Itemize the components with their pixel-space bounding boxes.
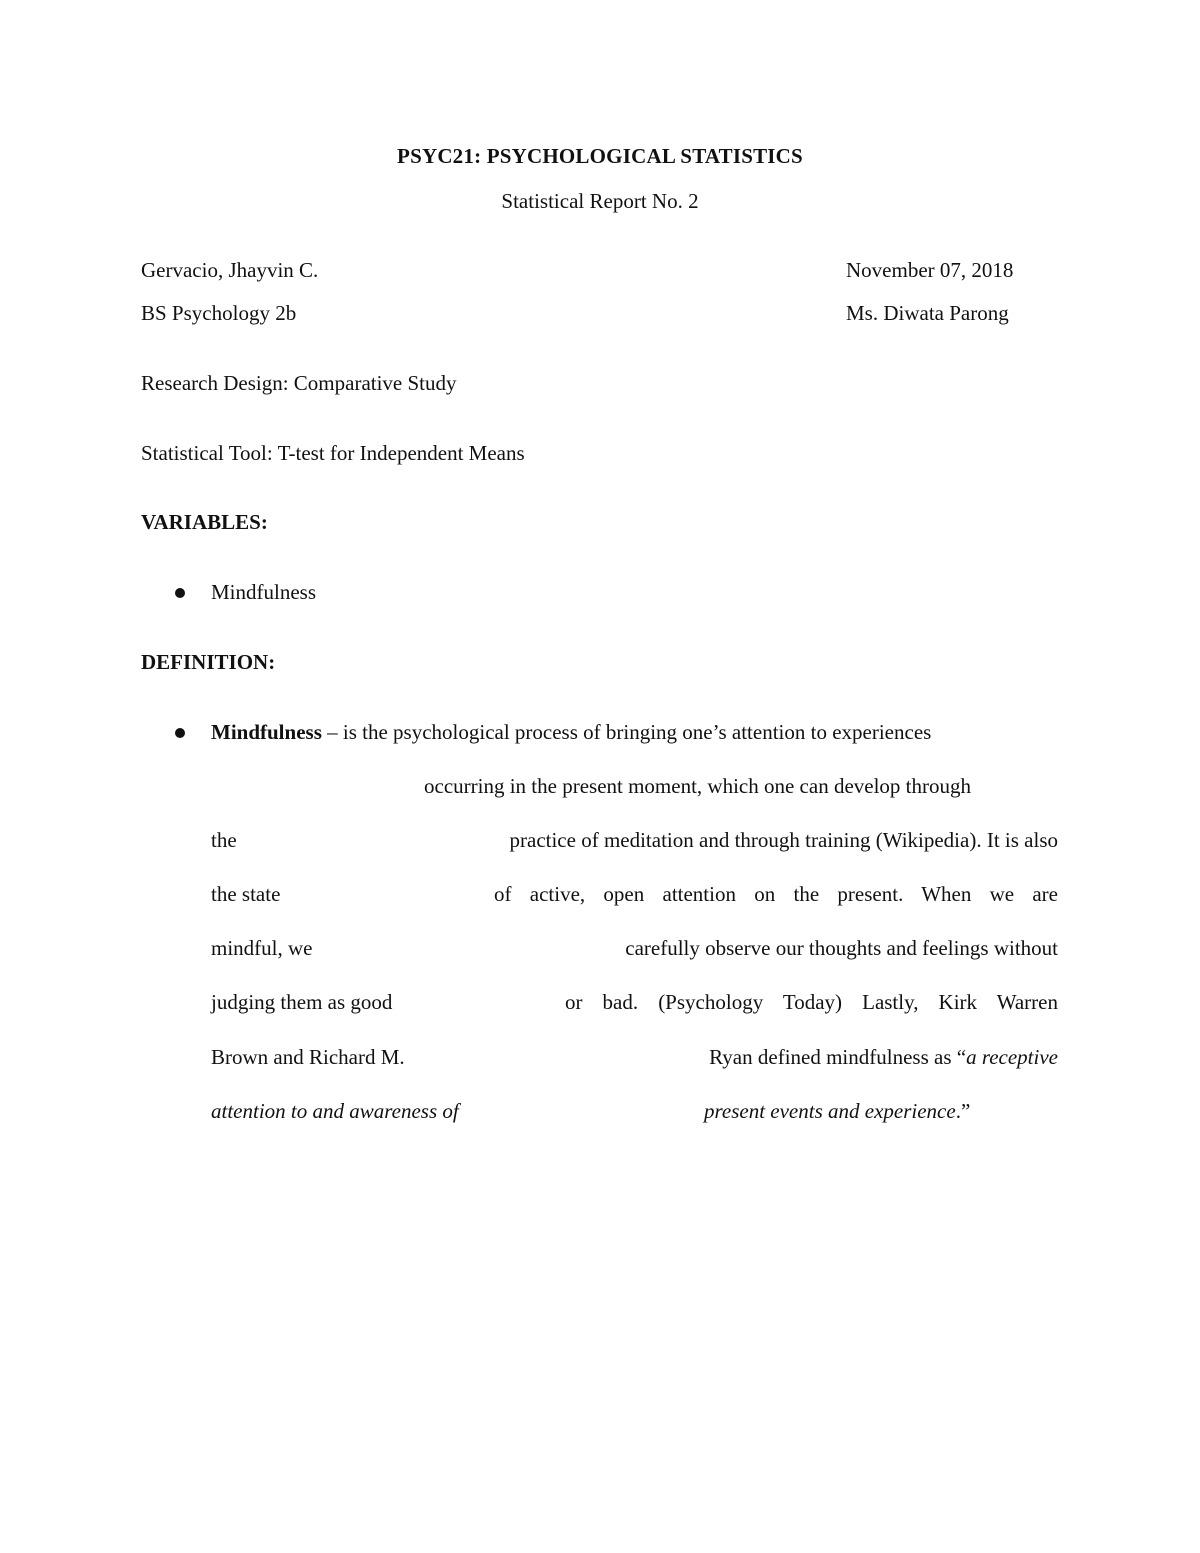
bullet-icon xyxy=(175,728,185,738)
definition-line-4-right: of active, open attention on the present. When we are xyxy=(494,882,1058,906)
statistical-tool: Statistical Tool: T-test for Independent Means xyxy=(141,441,525,465)
variables-heading: VARIABLES: xyxy=(141,510,268,534)
instructor-name: Ms. Diwata Parong xyxy=(846,301,1009,325)
report-date: November 07, 2018 xyxy=(846,258,1014,282)
definition-line-8-right xyxy=(704,1101,970,1122)
definition-term: Mindfulness xyxy=(211,720,322,744)
definition-heading: DEFINITION: xyxy=(141,650,276,674)
definition-line-3-right: practice of meditation and through training (Wikipedia). It is also xyxy=(509,828,1058,852)
quote-intro: Ryan defined mindfulness as “ xyxy=(709,1045,967,1069)
bullet-icon xyxy=(175,588,185,598)
definition-line-6-right: or bad. (Psychology Today) Lastly, Kirk Warren xyxy=(565,990,1058,1014)
definition-text: – is the psychological process of bringing one’s attention to experiences xyxy=(327,720,932,744)
definition-line-7-left: Brown and Richard M. xyxy=(211,1045,405,1069)
definition-line-1 xyxy=(211,722,931,743)
student-name: Gervacio, Jhayvin C. xyxy=(141,258,319,282)
definition-line-5-left: mindful, we xyxy=(211,936,313,960)
quote-end: present events and experience xyxy=(704,1099,956,1123)
quote-close: .” xyxy=(955,1099,971,1123)
report-title: Statistical Report No. 2 xyxy=(501,189,699,213)
definition-line-5-right: carefully observe our thoughts and feelings without xyxy=(625,936,1058,960)
student-program: BS Psychology 2b xyxy=(141,301,297,325)
course-title: PSYC21: PSYCHOLOGICAL STATISTICS xyxy=(397,144,803,168)
definition-line-2: occurring in the present moment, which one can develop through xyxy=(424,774,972,798)
definition-line-8-left: attention to and awareness of xyxy=(211,1099,459,1123)
definition-line-7-right xyxy=(709,1047,1058,1068)
quote-start: a receptive xyxy=(966,1045,1058,1069)
research-design: Research Design: Comparative Study xyxy=(141,371,457,395)
variable-item: Mindfulness xyxy=(211,580,316,604)
definition-line-6-left: judging them as good xyxy=(211,990,393,1014)
definition-line-3-left: the xyxy=(211,828,237,852)
definition-line-4-left: the state xyxy=(211,882,281,906)
